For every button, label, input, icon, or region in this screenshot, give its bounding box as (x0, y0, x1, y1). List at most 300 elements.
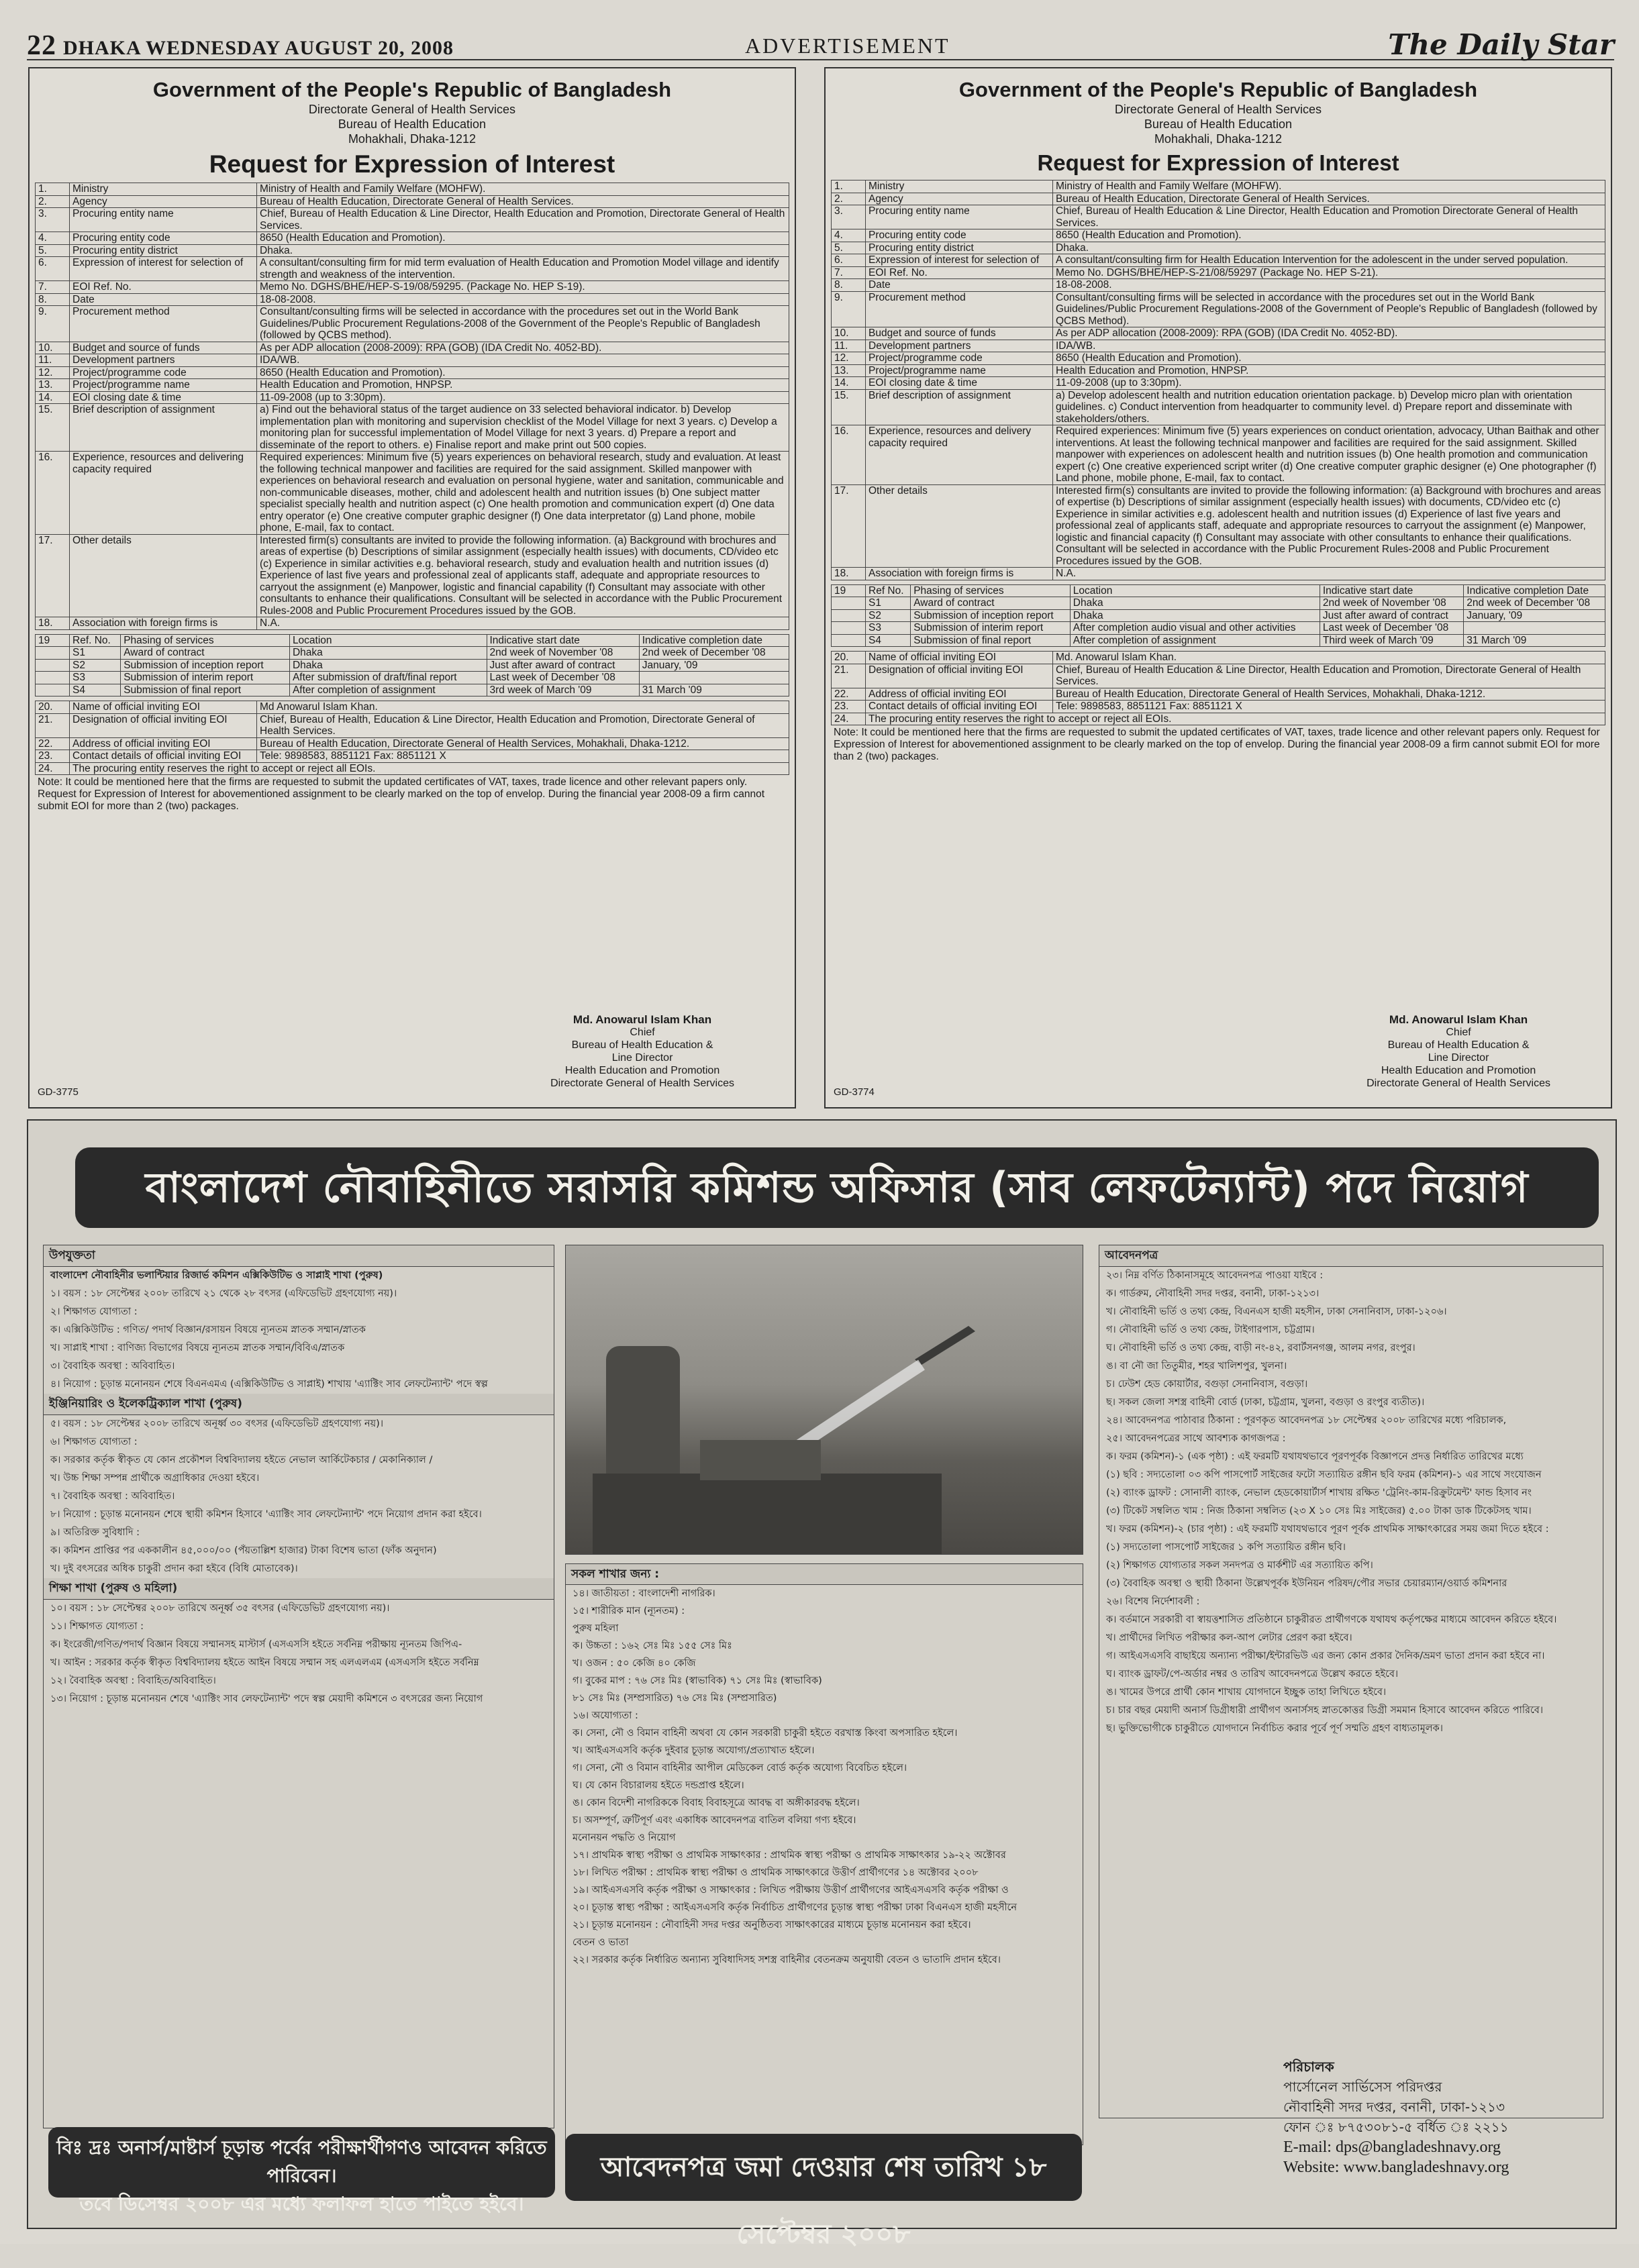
table-row (36, 183, 789, 196)
phone: ফোন ঃ ৮৭৫৩০৮১-৫ বর্ধিত ঃ ২২১১ (1283, 2119, 1509, 2135)
table-cell: Indicative completion date (639, 634, 789, 647)
dg-line: Directorate General of Health Services (1114, 103, 1322, 116)
table-row (36, 452, 789, 535)
table-cell: As per ADP allocation (2008-2009): RPA (GOB) (IDA Credit No. 4052-BD). (257, 342, 789, 354)
table-cell: Last week of December '08 (487, 672, 639, 684)
text-line: খ। ওজন : ৫০ কেজি ৪০ কেজি (573, 1658, 696, 1669)
table-cell: Experience, resources and delivery capacity required (866, 425, 1053, 485)
text-line: ঙ। খামের উপরে প্রার্থী কোন শাখায় যোগদানে ইচ্ছুক তাহা লিখিতে হইবে। (1106, 1687, 1387, 1698)
table-cell: 7. (36, 281, 70, 294)
table-cell: 20. (36, 701, 70, 714)
text-line: গ। বুকের মাপ : ৭৬ সেঃ মিঃ (স্বাভাবিক) ৭১ সেঃ মিঃ (স্বাভাবিক) (573, 1676, 822, 1686)
address-line: Mohakhali, Dhaka-1212 (1154, 132, 1283, 146)
footnote-line: তবে ডিসেম্বর ২০০৮ এর মধ্যে ফলাফল হাতে পাইতে হইবে। (79, 2193, 524, 2215)
signature-line: Chief (630, 1027, 655, 1038)
table-cell (36, 684, 70, 697)
table-cell: N.A. (257, 617, 789, 630)
table-row (832, 688, 1605, 701)
text-line: (৩) বৈবাহিক অবস্থা ও স্থায়ী ঠিকানা উল্লেখপূর্বক ইউনিয়ন পরিষদ/পৌর সভার চেয়ারম্যান/ওয়ার্ড কমিশনার (1106, 1578, 1507, 1589)
table-cell: As per ADP allocation (2008-2009): RPA (GOB) (IDA Credit No. 4052-BD). (1053, 327, 1605, 340)
table-cell: Award of contract (911, 597, 1071, 610)
table-cell: S3 (70, 672, 121, 684)
text-line: ৯। অতিরিক্ত সুবিধাদি : (50, 1527, 140, 1538)
table-cell: Tele: 9898583, 8851121 Fax: 8851121 X (1053, 701, 1605, 713)
eligibility-list (44, 1285, 554, 1394)
eligibility-column (43, 1245, 554, 2128)
text-line: ছ। সকল জেলা সশস্ত্র বাহিনী বোর্ড (ঢাকা, চট্টগ্রাম, খুলনা, বগুড়া ও রংপুর ব্যতীত)। (1106, 1397, 1425, 1408)
table-cell: Submission of inception report (121, 659, 290, 672)
table-row (36, 647, 789, 660)
text-line: (১) ছবি : সদ্যতোলা ০৩ কপি পাসপোর্ট সাইজের ফটো সত্যায়িত রঙ্গীন ছবি ফরম (কমিশন)-১ এর সাথে সংযোজন (1106, 1470, 1542, 1480)
table-cell: 2nd week of December '08 (639, 647, 789, 660)
table-row (36, 713, 789, 737)
text-line: ঘ। নৌবাহিনী ভর্তি ও তথ্য কেন্দ্র, বাড়ী নং-৪২, রবার্টসনগঞ্জ, আলম নগর, রংপুর। (1106, 1343, 1416, 1353)
table-cell: Association with foreign firms is (70, 617, 257, 630)
application-column (1099, 1245, 1603, 2118)
table-cell: 8650 (Health Education and Promotion). (1053, 229, 1605, 242)
text-line: বেতন ও ভাতা (573, 1937, 629, 1948)
requirements-list (566, 1585, 1083, 1969)
contact-block (1283, 2057, 1579, 2177)
table-cell: Procuring entity name (70, 208, 257, 232)
table-cell: Address of official inviting EOI (70, 737, 257, 750)
table-cell (639, 672, 789, 684)
table-cell: 2nd week of November '08 (1320, 597, 1463, 610)
table-cell: Chief, Bureau of Health Education & Line Director, Health Education and Promotion, Directorate General of Health Services. (257, 208, 789, 232)
text-line: ২। শিক্ষাগত যোগ্যতা : (50, 1306, 138, 1317)
table-row (36, 342, 789, 354)
table-cell: 13. (36, 379, 70, 392)
text-line: খ। নৌবাহিনী ভর্তি ও তথ্য কেন্দ্র, বিএনএস হাজী মহসীন, ঢাকা সেনানিবাস, ঢাকা-১২০৬। (1106, 1306, 1447, 1317)
table-cell (832, 597, 866, 610)
text-line: ২০। চূড়ান্ত স্বাস্থ্য পরীক্ষা : আইএসএসবি কর্তৃক নির্বাচিত প্রার্থীগণের চূড়ান্ত স্বাস্থ্য পরীক্ষা ঢাকা বিএনএস হাজী মহসীনে (573, 1902, 1017, 1913)
table-cell: 7. (832, 266, 866, 279)
text-line: (২) ব্যাংক ড্রাফট : সোনালী ব্যাংক, নেভাল হেডকোয়ার্টার্স শাখায় রক্ষিত 'ট্রেনিং-কাম-রিক্রুটমেন্ট' ফান্ড হিসাব নং (1106, 1488, 1532, 1498)
table-cell: S4 (866, 634, 911, 647)
table-row (832, 279, 1605, 292)
table-cell: 19 (36, 634, 70, 647)
table-cell: 11-09-2008 (up to 3:30pm). (257, 391, 789, 404)
gd-code: GD-3775 (38, 1086, 79, 1098)
gov-title: Government of the People's Republic of Bangladesh (958, 78, 1478, 101)
table-cell: Indicative start date (487, 634, 639, 647)
table-cell: Memo No. DGHS/BHE/HEP-S-19/08/59295. (Package No. HEP S-19). (257, 281, 789, 294)
signature-line: Chief (1446, 1027, 1471, 1038)
table-cell: 8. (832, 279, 866, 292)
table-cell: 23. (36, 750, 70, 763)
table-cell: Just after award of contract (487, 659, 639, 672)
table-cell: 16. (832, 425, 866, 485)
section-label: ADVERTISEMENT (745, 34, 950, 58)
table-cell: Other details (866, 484, 1053, 568)
table-cell: 12. (832, 352, 866, 365)
table-cell: IDA/WB. (257, 354, 789, 367)
table-cell: Submission of inception report (911, 609, 1071, 622)
table-cell: After submission of draft/final report (289, 672, 487, 684)
text-line: ১০। বয়স : ১৮ সেপ্টেম্বর ২০০৮ তারিখে অনূর্ধ্ব ৩৫ বৎসর (এফিডেভিট গ্রহণযোগ্য নয়)। (50, 1603, 390, 1614)
table-cell: 21. (832, 664, 866, 688)
table-cell (36, 647, 70, 660)
table-cell: Indicative completion Date (1464, 584, 1605, 597)
table-cell: Ministry of Health and Family Welfare (MOHFW). (1053, 181, 1605, 193)
director-label: পরিচালক (1283, 2059, 1334, 2075)
text-line: (২) শিক্ষাগত যোগ্যতার সকল সনদপত্র ও মার্কশীট এর সত্যায়িত কপি। (1106, 1560, 1373, 1571)
table-cell: The procuring entity reserves the right to accept or reject all EOIs. (70, 762, 789, 775)
table-cell: 8650 (Health Education and Promotion). (257, 232, 789, 245)
text-line: ক। ইংরেজী/গণিত/পদার্থ বিজ্ঞান বিষয়ে সম্মানসহ মাস্টার্স (এসএসসি হইতে সর্বনিম্ন পরীক্ষায় ন্যূনতম জিপিএ- (50, 1639, 462, 1650)
table-header-row (832, 584, 1605, 597)
table-row (832, 622, 1605, 635)
table-cell: 31 March '09 (1464, 634, 1605, 647)
table-cell: 9. (832, 291, 866, 327)
text-line: খ। উচ্চ শিক্ষা সম্পন্ন প্রার্থীকে অগ্রাধিকার দেওয়া হইবে। (50, 1473, 260, 1484)
table-cell: Expression of interest for selection of (70, 257, 257, 281)
table-cell: IDA/WB. (1053, 340, 1605, 352)
table-row (36, 366, 789, 379)
table-cell: S4 (70, 684, 121, 697)
text-line: খ। আইএসএসবি কর্তৃক দুইবার চূড়ান্ত অযোগ্য/প্রত্যাখাত হইলে। (573, 1745, 815, 1756)
table-cell: After completion of assignment (1070, 634, 1320, 647)
text-line: ৪। নিয়োগ : চূড়ান্ত মনোনয়ন শেষে বিএনএমএ (এক্সিকিউটিভ ও সাপ্লাই) শাখায় 'এ্যাক্টিং সাব লেফটেন্যান্ট' পদে স্বল্প (50, 1379, 488, 1390)
table-cell: Procuring entity district (866, 242, 1053, 254)
text-line: ঙ। বা নৌ জা তিতুমীর, শহর খালিশপুর, খুলনা। (1106, 1361, 1287, 1372)
table-cell: 2. (832, 193, 866, 205)
text-line: ১৪। জাতীয়তা : বাংলাদেশী নাগরিক। (573, 1588, 715, 1599)
table-cell: S1 (70, 647, 121, 660)
email-link[interactable]: E-mail: dps@bangladeshnavy.org (1283, 2138, 1501, 2156)
table-cell: Ministry (70, 183, 257, 196)
text-line: ক। বর্তমানে সরকারী বা স্বায়ত্তশাসিত প্রতিষ্ঠানে চাকুরীরত প্রার্থীগণকে যথাযথ কর্তৃপক্ষের মাধ্যমে আবেদন করিতে হইবে। (1106, 1614, 1557, 1625)
text-line: চ। চার বছর মেয়াদী অনার্স ডিগ্রীধারী প্রার্থীগণ অনার্সসহ স্নাতকোত্তর ডিগ্রী সমমান হিসাবে আবেদন করিতে পারিবে। (1106, 1705, 1544, 1716)
table-row (36, 306, 789, 342)
gov-title: Government of the People's Republic of Bangladesh (152, 78, 672, 101)
missile-ship-photo-icon (566, 1245, 1083, 1554)
text-line: খ। ফরম (কমিশন)-২ (চার পৃষ্ঠা) : এই ফরমটি যথাযথভাবে পূরণ পূর্বক প্রাথমিক সাক্ষাৎকারের সময় জমা দিতে হইবে : (1106, 1524, 1549, 1535)
text-line: পুরুষ মহিলা (573, 1623, 619, 1634)
text-line: গ। সেনা, নৌ ও বিমান বাহিনীর আপীল মেডিকেল বোর্ড কর্তৃক অযোগ্য বিবেচিত হইলে। (573, 1763, 907, 1773)
table-cell: 20. (832, 652, 866, 664)
notice-title: Request for Expression of Interest (209, 150, 615, 178)
footnote-banner (48, 2127, 555, 2215)
table-cell: 10. (832, 327, 866, 340)
table-cell: A consultant/consulting firm for Health Education Intervention for the adolescent in the under served population. (1053, 254, 1605, 267)
table-cell: January, '09 (1464, 609, 1605, 622)
table-row (36, 293, 789, 306)
table-cell: 15. (832, 389, 866, 425)
table-cell: Consultant/consulting firms will be selected in accordance with the procedures set out in the World Bank Guidelines/Public Procurement Regulations-2008 of the Government of People's Republic of Bangladesh (followed by QCBS Method). (1053, 291, 1605, 327)
signature-line: Directorate General of Health Services (550, 1078, 734, 1089)
eoi-table (35, 183, 789, 630)
text-line: ঘ। ব্যাংক ড্রাফট/পে-অর্ডার নম্বর ও তারিখ আবেদনপত্রে উল্লেখ করতে হইবে। (1106, 1669, 1399, 1680)
table-cell: Dhaka (289, 659, 487, 672)
table-row (36, 701, 789, 714)
text-line: ২২। সরকার কর্তৃক নির্ধারিত অন্যান্য সুবিধাদিসহ সশস্ত্র বাহিনীর বেতনক্রম অনুযায়ী বেতন ও ভাতাদি প্রদান হইবে। (573, 1955, 1001, 1965)
text-line: মনোনয়ন পদ্ধতি ও নিয়োগ (573, 1833, 676, 1843)
table-cell: Procurement method (70, 306, 257, 342)
text-line: ৩। বৈবাহিক অবস্থা : অবিবাহিত। (50, 1361, 175, 1372)
table-cell: Procuring entity code (70, 232, 257, 245)
table-cell: Md. Anowarul Islam Khan. (1053, 652, 1605, 664)
table-cell: Ministry (866, 181, 1053, 193)
table-cell: Required experiences: Minimum five (5) years experiences on behavioral research, study and evaluation. At least the following technical manpower and facilities are required for the said assignment. Skilled manpower with experiences on behavioral research and evaluation on personal hygiene, water and sanitation, communicable and non-communicable diseases, mother, child and adolescent health and nutrition issues (b) One subject matter specialist specially health and nutrition aspect (c) One health promotion and communication expert (d) One data entry operator (e) One creative computer graphic designer (f) One data interpretator (g) Land phone, mobile phone, E-mail, fax to contact. (257, 452, 789, 535)
text-line: ১। বয়স : ১৮ সেপ্টেম্বর ২০০৮ তারিখে ২১ থেকে ২৮ বৎসর (এফিডেভিট গ্রহণযোগ্য নয়)। (50, 1288, 397, 1299)
text-line: ১৭। প্রাথমিক স্বাস্থ্য পরীক্ষা ও প্রাথমিক সাক্ষাৎকার : প্রাথমিক স্বাস্থ্য পরীক্ষা ও প্রাথমিক সাক্ষাৎকার ১৯-২২ অক্টোবর (573, 1850, 1006, 1861)
table-row (36, 672, 789, 684)
bureau-line: Bureau of Health Education (338, 117, 487, 131)
eligibility-list (44, 1415, 554, 1578)
table-cell: 8. (36, 293, 70, 306)
text-line: ক। ফরম (কমিশন)-১ (এক পৃষ্ঠা) : এই ফরমটি যথাযথভাবে পূরণপূর্বক বিজ্ঞাপনে প্রদত্ত নির্ধারিত তারিখের মধ্যে (1106, 1451, 1524, 1462)
table-cell: Procuring entity district (70, 244, 257, 257)
table-cell (832, 622, 866, 635)
table-cell: Association with foreign firms is (866, 568, 1053, 580)
eoi-table (831, 180, 1605, 580)
table-cell: 21. (36, 713, 70, 737)
table-cell: 6. (832, 254, 866, 267)
table-row (832, 181, 1605, 193)
address-line: Mohakhali, Dhaka-1212 (348, 132, 477, 146)
text-line: ১৫। শারীরিক মান (ন্যূনতম) : (573, 1606, 685, 1616)
text-line: ৬। শিক্ষাগত যোগ্যতা : (50, 1437, 138, 1447)
eoi-notice-right (824, 67, 1612, 1109)
table-row (36, 404, 789, 452)
table-row (832, 652, 1605, 664)
table-cell: 16. (36, 452, 70, 535)
table-cell: Project/programme name (866, 364, 1053, 377)
table-cell: Dhaka. (257, 244, 789, 257)
general-requirements (565, 1563, 1083, 2145)
contact-table (831, 651, 1605, 725)
table-cell: January, '09 (639, 659, 789, 672)
table-cell: 18. (832, 568, 866, 580)
table-cell: 4. (36, 232, 70, 245)
table-cell: Chief, Bureau of Health Education & Line Director, Health Education and Promotion, Directorate General of Health Services. (1053, 664, 1605, 688)
table-cell: 6. (36, 257, 70, 281)
table-row (832, 291, 1605, 327)
table-cell: 1. (832, 181, 866, 193)
table-cell: Md Anowarul Islam Khan. (257, 701, 789, 714)
text-line: খ। দুই বৎসরের অধিক চাকুরী প্রদান করা হইবে (বিধি মোতাবেক)। (50, 1563, 298, 1574)
column-title: সকল শাখার জন্য : (566, 1564, 1083, 1585)
signature-block (550, 1013, 734, 1090)
table-cell: Dhaka. (1053, 242, 1605, 254)
column-title: আবেদনপত্র (1099, 1245, 1603, 1267)
table-row (832, 377, 1605, 390)
text-line: গ। আইএসএসবি বাছাইয়ে অন্যান্য পরীক্ষা/ইন্টারভিউ এর জন্য কোন প্রকার দৈনিক/ভ্রমণ ভাতা প্রদান করা হইবে না। (1106, 1651, 1545, 1661)
table-row (832, 664, 1605, 688)
table-cell: 22. (36, 737, 70, 750)
hq-address: নৌবাহিনী সদর দপ্তর, বনানী, ঢাকা-১২১৩ (1283, 2099, 1505, 2115)
table-cell: 17. (832, 484, 866, 568)
table-row (832, 205, 1605, 229)
table-row (36, 379, 789, 392)
table-cell: Designation of official inviting EOI (70, 713, 257, 737)
table-row (36, 762, 789, 775)
table-cell: Submission of final report (911, 634, 1071, 647)
table-cell: Name of official inviting EOI (70, 701, 257, 714)
table-cell: Other details (70, 534, 257, 617)
table-row (36, 659, 789, 672)
table-cell: 11. (36, 354, 70, 367)
table-cell: 2. (36, 195, 70, 208)
table-cell: Brief description of assignment (866, 389, 1053, 425)
table-cell: 17. (36, 534, 70, 617)
table-cell: Bureau of Health Education, Directorate General of Health Services. (257, 195, 789, 208)
paper-logo: The Daily Star (1388, 28, 1614, 61)
table-row (832, 609, 1605, 622)
text-line: ঘ। যে কোন বিচারালয় হইতে দন্ডপ্রাপ্ত হইলে। (573, 1780, 744, 1791)
table-cell: 19 (832, 584, 866, 597)
table-cell: Dhaka (1070, 609, 1320, 622)
table-row (832, 193, 1605, 205)
table-row (36, 617, 789, 630)
table-cell: Development partners (70, 354, 257, 367)
table-cell: Contact details of official inviting EOI (866, 701, 1053, 713)
table-cell: Indicative start date (1320, 584, 1463, 597)
table-cell: S2 (70, 659, 121, 672)
text-line: ঙ। কোন বিদেশী নাগরিককে বিবাহ বিবাহসূত্রে আবদ্ধ বা অঙ্গীকারবদ্ধ হইলে। (573, 1798, 860, 1808)
table-row (36, 354, 789, 367)
table-cell: Address of official inviting EOI (866, 688, 1053, 701)
text-line: ৫। বয়স : ১৮ সেপ্টেম্বর ২০০৮ তারিখে অনূর্ধ্ব ৩০ বৎসর (এফিডেভিট গ্রহণযোগ্য নয়)। (50, 1419, 384, 1429)
notice-header (826, 78, 1611, 176)
table-cell: Development partners (866, 340, 1053, 352)
signature-line: Bureau of Health Education & (1387, 1039, 1530, 1051)
table-cell: Award of contract (121, 647, 290, 660)
table-row (832, 484, 1605, 568)
text-line: চ। ঢেউশ হেড কোয়ার্টার, বগুড়া সেনানিবাস, বগুড়া। (1106, 1379, 1308, 1390)
table-cell: Project/programme code (866, 352, 1053, 365)
table-cell: Budget and source of funds (70, 342, 257, 354)
table-cell: Name of official inviting EOI (866, 652, 1053, 664)
text-line: ২১। চূড়ান্ত মনোনয়ন : নৌবাহিনী সদর দপ্তর অনুষ্ঠিতব্য সাক্ষাৎকারের মাধ্যমে চূড়ান্ত মনোনয়ন করা হইবে। (573, 1920, 971, 1930)
text-line: ২৩। নিম্ন বর্ণিত ঠিকানাসমূহে আবেদনপত্র পাওয়া যাইবে : (1106, 1270, 1324, 1281)
table-cell: Contact details of official inviting EOI (70, 750, 257, 763)
table-cell: Dhaka (1070, 597, 1320, 610)
table-cell: The procuring entity reserves the right to accept or reject all EOIs. (866, 713, 1605, 725)
signature-line: Bureau of Health Education & (571, 1039, 713, 1051)
signature-line: Line Director (611, 1052, 673, 1064)
table-cell: 12. (36, 366, 70, 379)
table-cell: After completion of assignment (289, 684, 487, 697)
table-cell: Brief description of assignment (70, 404, 257, 452)
text-line: ক। গার্ডরুম, নৌবাহিনী সদর দপ্তর, বনানী, ঢাকা-১২১৩। (1106, 1288, 1320, 1299)
text-line: খ। আইন : সরকার কর্তৃক স্বীকৃত বিশ্ববিদ্যালয় হইতে আইন বিষয়ে সম্মান সহ এলএলএম (এসএসসি হইতে সর্বনিম্ন (50, 1657, 479, 1668)
phasing-table (35, 634, 789, 697)
table-cell: N.A. (1053, 568, 1605, 580)
table-row (36, 391, 789, 404)
text-line: ক। সেনা, নৌ ও বিমান বাহিনী অথবা যে কোন সরকারী চাকুরী হইতে বরখাস্ত কিংবা অপসারিত হইলে। (573, 1728, 958, 1739)
table-cell: 8650 (Health Education and Promotion). (1053, 352, 1605, 365)
table-row (832, 327, 1605, 340)
text-line: ১২। বৈবাহিক অবস্থা : বিবাহিত/অবিবাহিত। (50, 1676, 216, 1686)
table-cell: a) Develop adolescent health and nutrition education orientation package. b) Develop micro plan with orientation guidelines. c) Conduct intervention from headquarter to community level. d) Prepare report and disseminate with stakeholders/others. (1053, 389, 1605, 425)
table-cell: Chief, Bureau of Health Education & Line Director, Health Education and Promotion Directorate General of Health Services. (1053, 205, 1605, 229)
table-cell: 31 March '09 (639, 684, 789, 697)
signature-line: Line Director (1428, 1052, 1489, 1064)
office-label: পার্সোনেল সার্ভিসেস পরিদপ্তর (1283, 2079, 1442, 2095)
table-cell: Tele: 9898583, 8851121 Fax: 8851121 X (257, 750, 789, 763)
date: DHAKA WEDNESDAY AUGUST 20, 2008 (63, 37, 454, 59)
gd-code: GD-3774 (834, 1086, 875, 1098)
table-cell: After completion audio visual and other activities (1070, 622, 1320, 635)
table-cell: EOI closing date & time (866, 377, 1053, 390)
table-cell: 10. (36, 342, 70, 354)
table-row (832, 425, 1605, 485)
website-link[interactable]: Website: www.bangladeshnavy.org (1283, 2159, 1509, 2176)
table-cell: Procuring entity name (866, 205, 1053, 229)
table-row (36, 244, 789, 257)
table-cell: Submission of interim report (911, 622, 1071, 635)
text-line: ক। এক্সিকিউটিভ : গণিত/ পদার্থ বিজ্ঞান/রসায়ন বিষয়ে ন্যূনতম স্নাতক সম্মান/স্নাতক (50, 1325, 366, 1335)
note: Note: It could be mentioned here that the firms are requested to submit the updated certificates of VAT, taxes, trade licence and other relevant papers only. Request for Expression of Interest for abovementioned assignment to be clearly marked on the top of envelop. During the financial year 2008-09 a firm cannot submit EOI for more than 2 (two) packages. (834, 727, 1600, 762)
table-cell: Procurement method (866, 291, 1053, 327)
table-cell: Date (70, 293, 257, 306)
table-header-row (36, 634, 789, 647)
signature-line: Directorate General of Health Services (1367, 1078, 1550, 1089)
table-cell: Location (1070, 584, 1320, 597)
table-row (36, 684, 789, 697)
navy-recruitment-ad (27, 1119, 1617, 2250)
table-cell: 2nd week of December '08 (1464, 597, 1605, 610)
table-cell: EOI Ref. No. (866, 266, 1053, 279)
table-cell: Consultant/consulting firms will be selected in accordance with the procedures set out in the World Bank Guidelines/Public Procurement Regulations-2008 of the Government of the People's Republic of Bangladesh (followed by QCBS method). (257, 306, 789, 342)
eoi-notice-left (28, 67, 796, 1109)
table-cell: Project/programme name (70, 379, 257, 392)
dg-line: Directorate General of Health Services (308, 103, 516, 116)
text-line: ২৫। আবেদনপত্রের সাথে আবশ্যক কাগজপত্র : (1106, 1433, 1286, 1444)
table-cell: Third week of March '09 (1320, 634, 1463, 647)
table-cell: 23. (832, 701, 866, 713)
signature-line: Health Education and Promotion (1381, 1065, 1536, 1076)
table-row (36, 750, 789, 763)
table-cell: Chief, Bureau of Health, Education & Line Director, Health Education and Promotion, Directorate General of Health Services. (257, 713, 789, 737)
table-cell (36, 659, 70, 672)
table-row (832, 597, 1605, 610)
table-row (832, 713, 1605, 725)
table-row (36, 232, 789, 245)
note: Note: It could be mentioned here that the firms are requested to submit the updated certificates of VAT, taxes, trade licence and other relevant papers only. Request for Expression of Interest for abovementioned assignment to be clearly marked on the top of envelop. During the financial year 2008-09 a firm cannot submit EOI for more than 2 (two) packages. (38, 776, 765, 812)
table-row (832, 340, 1605, 352)
table-cell: 2nd week of November '08 (487, 647, 639, 660)
table-cell: Budget and source of funds (866, 327, 1053, 340)
table-cell: 14. (36, 391, 70, 404)
table-cell: Bureau of Health Education, Directorate General of Health Services, Mohakhali, Dhaka-1212. (1053, 688, 1605, 701)
application-list (1099, 1267, 1603, 1738)
table-cell: 5. (832, 242, 866, 254)
footnote-line: বিঃ দ্রঃ অনার্স/মাষ্টার্স চূড়ান্ত পর্বের পরীক্ষার্থীগণও আবেদন করিতে পারিবেন। (56, 2136, 547, 2187)
text-line: ৮১ সেঃ মিঃ (সম্প্রসারিত) ৭৬ সেঃ মিঃ (সম্প্রসারিত) (573, 1693, 777, 1704)
table-cell: Agency (866, 193, 1053, 205)
table-cell: EOI closing date & time (70, 391, 257, 404)
table-cell: Just after award of contract (1320, 609, 1463, 622)
table-cell: Ref. No. (70, 634, 121, 647)
text-line: চ। অসম্পূর্ণ, ত্রুটিপূর্ণ এবং একাধিক আবেদনপত্র বাতিল বলিয়া গণ্য হইবে। (573, 1815, 856, 1826)
table-cell (832, 634, 866, 647)
text-line: গ। নৌবাহিনী ভর্তি ও তথ্য কেন্দ্র, টাইগারপাস, চট্টগ্রাম। (1106, 1325, 1315, 1335)
table-cell: Submission of final report (121, 684, 290, 697)
table-row (832, 254, 1605, 267)
table-row (36, 257, 789, 281)
table-cell: Ref No. (866, 584, 911, 597)
table-cell: 14. (832, 377, 866, 390)
text-line: ১৬। অযোগ্যতা : (573, 1710, 638, 1721)
table-cell: 18-08-2008. (257, 293, 789, 306)
eligibility-list (44, 1600, 554, 1708)
masthead (27, 30, 1614, 60)
table-cell: 9. (36, 306, 70, 342)
table-cell: 1. (36, 183, 70, 196)
